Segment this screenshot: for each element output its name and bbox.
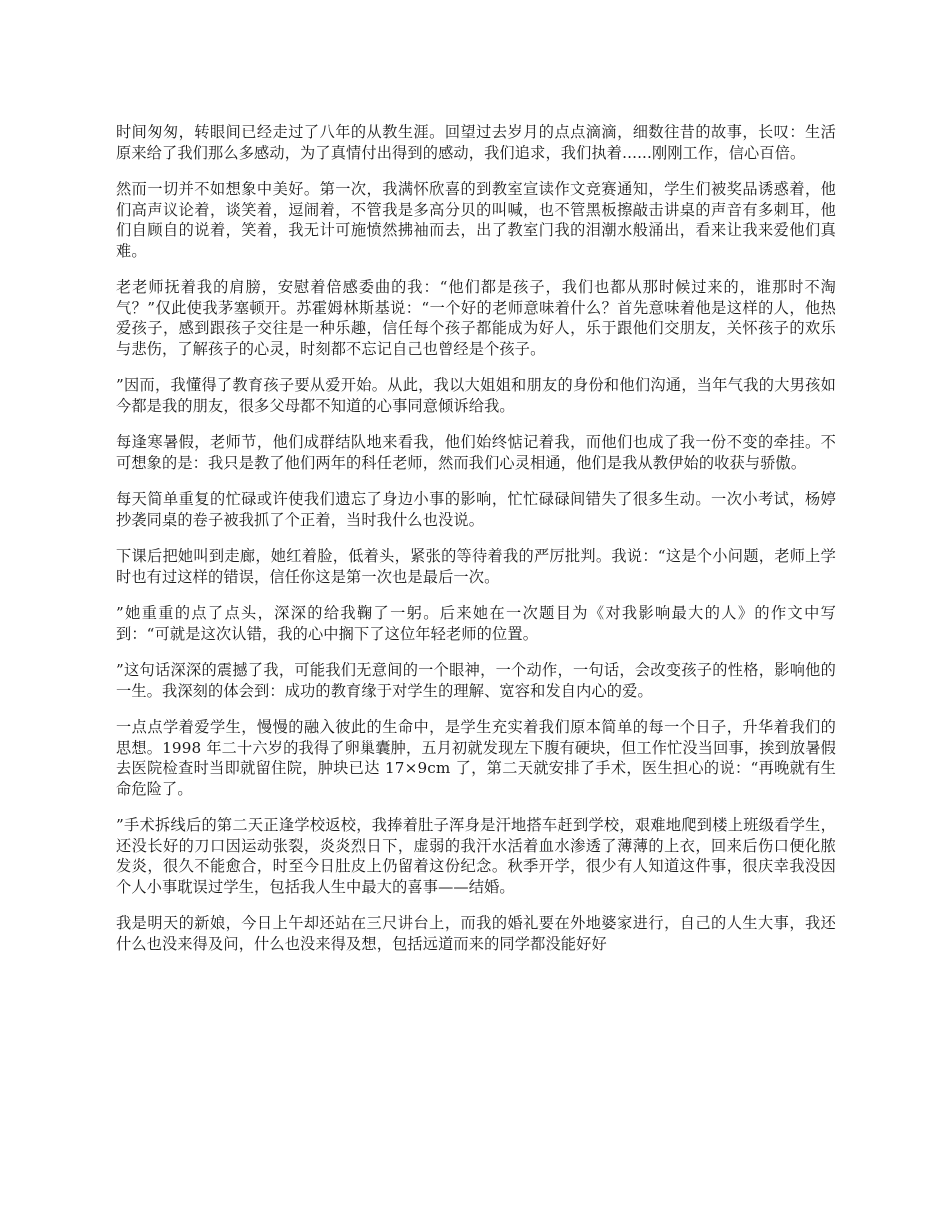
paragraph-10: 一点点学着爱学生，慢慢的融入彼此的生命中，是学生充实着我们原本简单的每一个日子，升华着我们的思想。1998 年二十六岁的我得了卵巢囊肿，五月初就发现左下腹有硬块，但工作忙没当回事，挨到放暑假去医院检查时当即就留住院，肿块已达 17×9cm 了，第二天就安排了手术，医生担心的说：“再晚就有生命危险了。	[116, 718, 836, 798]
paragraph-3: 老老师抚着我的肩膀，安慰着倍感委曲的我：“他们都是孩子，我们也都从那时候过来的，谁那时不淘气？”仅此使我茅塞顿开。苏霍姆林斯基说：“一个好的老师意味着什么？首先意味着他是这样的人，他热爱孩子，感到跟孩子交往是一种乐趣，信任每个孩子都能成为好人，乐于跟他们交朋友，关怀孩子的欢乐与悲伤，了解孩子的心灵，时刻都不忘记自己也曾经是个孩子。	[116, 278, 836, 358]
paragraph-1: 时间匆匆，转眼间已经走过了八年的从教生涯。回望过去岁月的点点滴滴，细数往昔的故事，长叹：生活原来给了我们那么多感动，为了真情付出得到的感动，我们追求，我们执着......刚刚工作，信心百倍。	[116, 123, 836, 162]
paragraph-11: ”手术拆线后的第二天正逢学校返校，我捧着肚子浑身是汗地搭车赶到学校，艰难地爬到楼上班级看学生，还没长好的刀口因运动张裂，炎炎烈日下，虚弱的我汗水活着血水渗透了薄薄的上衣，回来后伤口便化脓发炎，很久不能愈合，时至今日肚皮上仍留着这份纪念。秋季开学，很少有人知道这件事，很庆幸我没因个人小事耽误过学生，包括我人生中最大的喜事——结婚。	[116, 816, 836, 896]
paragraph-4: ”因而，我懂得了教育孩子要从爱开始。从此，我以大姐姐和朋友的身份和他们沟通，当年气我的大男孩如今都是我的朋友，很多父母都不知道的心事同意倾诉给我。	[116, 376, 836, 415]
document-body	[116, 122, 836, 970]
paragraph-9: ”这句话深深的震撼了我，可能我们无意间的一个眼神，一个动作，一句话，会改变孩子的性格，影响他的一生。我深刻的体会到：成功的教育缘于对学生的理解、宽容和发自内心的爱。	[116, 661, 836, 700]
paragraph-7: 下课后把她叫到走廊，她红着脸，低着头，紧张的等待着我的严厉批判。我说：“这是个小问题，老师上学时也有过这样的错误，信任你这是第一次也是最后一次。	[116, 547, 836, 586]
paragraph-5: 每逢寒暑假，老师节，他们成群结队地来看我，他们始终惦记着我，而他们也成了我一份不变的牵挂。不可想象的是：我只是教了他们两年的科任老师，然而我们心灵相通，他们是我从教伊始的收获与骄傲。	[116, 433, 836, 472]
paragraph-2: 然而一切并不如想象中美好。第一次，我满怀欣喜的到教室宣读作文竞赛通知，学生们被奖品诱惑着，他们高声议论着，谈笑着，逗闹着，不管我是多高分贝的叫喊，也不管黑板擦敲击讲桌的声音有多刺耳，他们自顾自的说着，笑着，我无计可施愤然拂袖而去，出了教室门我的泪潮水般涌出，看来让我来爱他们真难。	[116, 180, 836, 260]
paragraph-12: 我是明天的新娘，今日上午却还站在三尺讲台上，而我的婚礼要在外地婆家进行，自己的人生大事，我还什么也没来得及问，什么也没来得及想，包括远道而来的同学都没能好好	[116, 914, 836, 953]
paragraph-6: 每天简单重复的忙碌或许使我们遗忘了身边小事的影响，忙忙碌碌间错失了很多生动。一次小考试，杨婷抄袭同桌的卷子被我抓了个正着，当时我什么也没说。	[116, 490, 836, 529]
paragraph-8: ”她重重的点了点头，深深的给我鞠了一躬。后来她在一次题目为《对我影响最大的人》的作文中写到：“可就是这次认错，我的心中搁下了这位年轻老师的位置。	[116, 604, 836, 643]
